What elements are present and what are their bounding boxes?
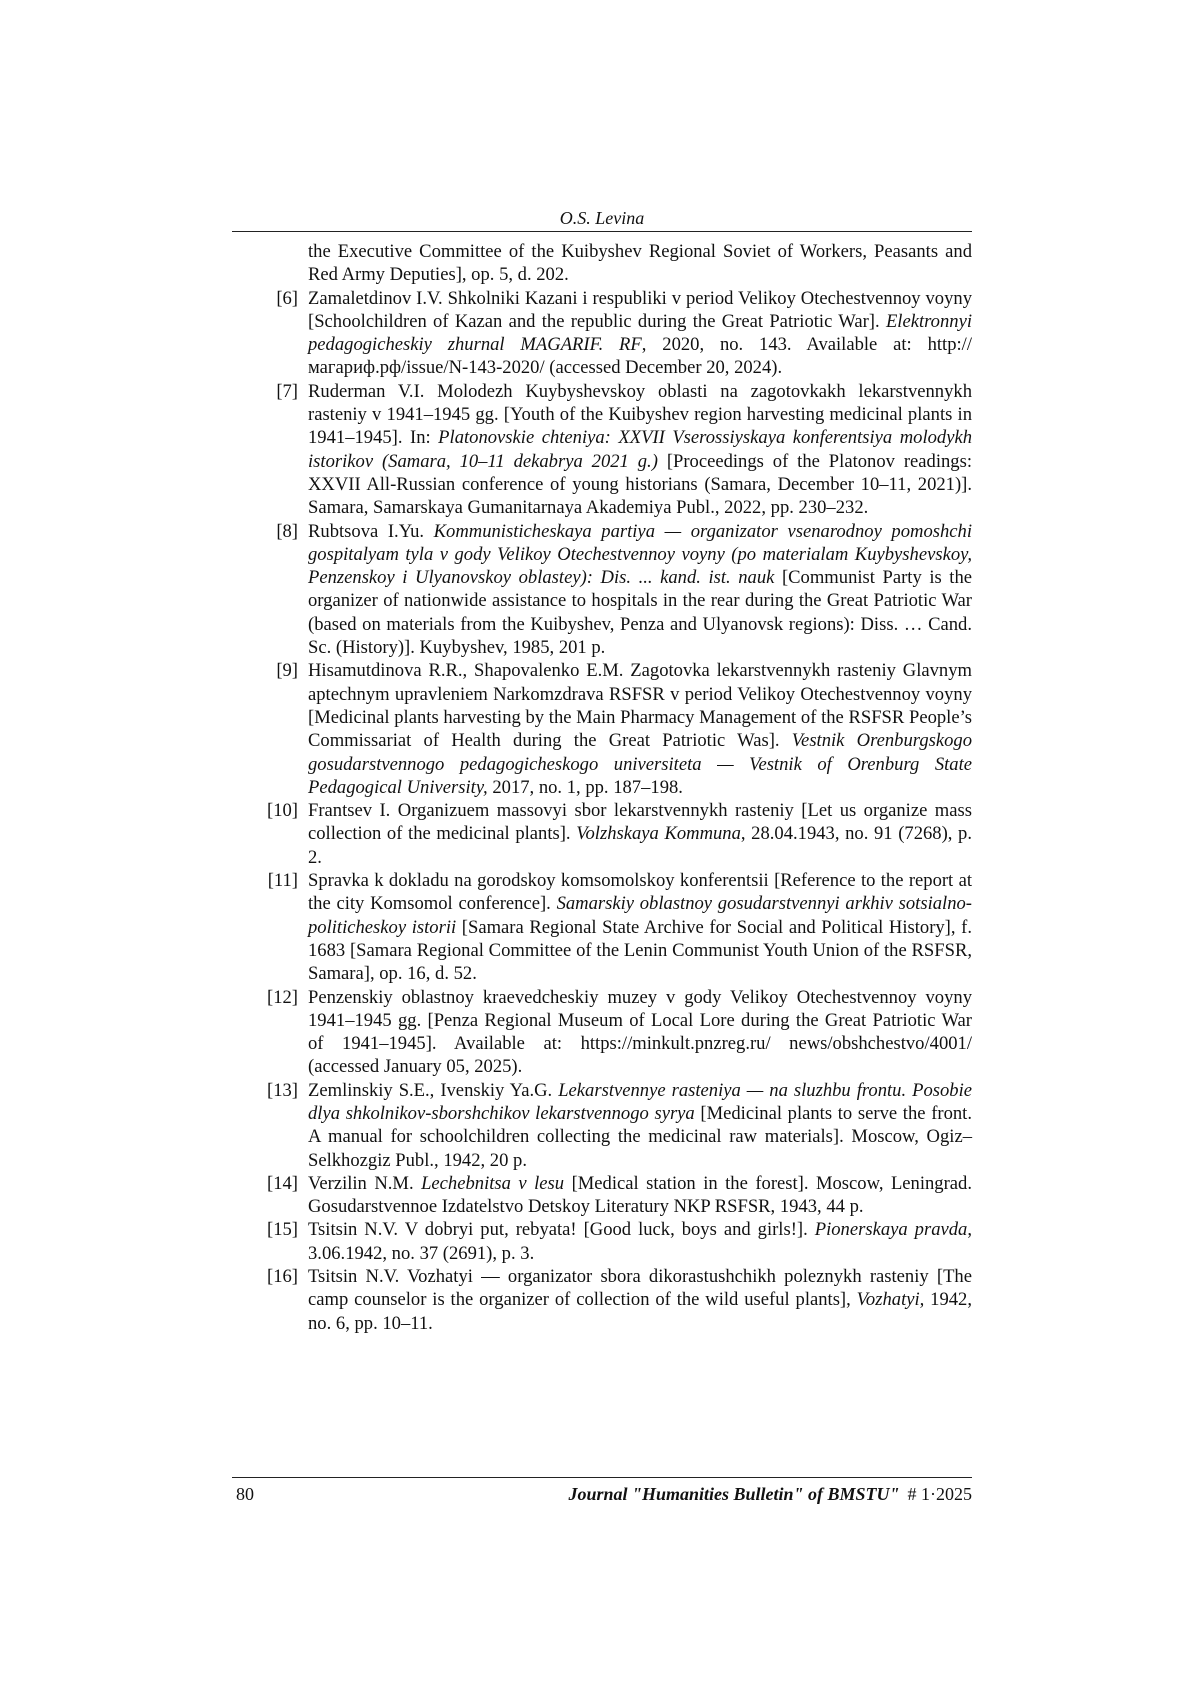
reference-text-segment: 1942, no. 6, pp. 10–11. <box>308 1289 972 1334</box>
reference-number: [14] <box>267 1172 298 1194</box>
reference-source-title: Kommunisticheskaya partiya — organizator vsenarodnoy pomoshchi gospitalyam tyla v gody Velikoy Otechestvennoy voyny (po materialam Kuybyshevskoy, Penzenskoy i Ulyanovskoy oblastey): Dis. ... kand. ist. nauk <box>308 520 972 589</box>
reference-item <box>232 659 972 799</box>
reference-text <box>308 660 972 797</box>
reference-text-segment: Hisamutdinova R.R., Shapovalenko E.M. Zagotovka lekarstvennykh rasteniy Glavnym aptechnym upravleniem Narkomzdrava RSFSR v period Velikoy Otechestvennoy voyny [Medicinal plants harvesting by the Main Pharmacy Management of the RSFSR People’s Commissariat of Health during the Great Patriotic Was]. <box>308 660 972 752</box>
reference-text <box>308 1219 972 1263</box>
reference-number: [15] <box>267 1219 298 1241</box>
reference-text-segment: [Proceedings of the Platonov readings: XXVII All-Russian conference of young historians (Samara, December 10–11, 2021)]. Samara, Samarskaya Gumanitarnaya Akademiya Publ., 2022, pp. 230–232. <box>308 450 972 519</box>
reference-item <box>232 986 972 1079</box>
reference-number: [9] <box>276 660 298 682</box>
reference-source-title: Lekarstvennye rasteniya — na sluzhbu frontu. Posobie dlya shkolnikov-sborshchikov lekarstvennogo syrya <box>308 1079 973 1124</box>
running-header-author: O.S. Levina <box>559 208 645 228</box>
reference-text <box>308 381 972 518</box>
reference-number: [11] <box>267 870 298 892</box>
reference-text-segment: Penzenskiy oblastnoy kraevedcheskiy muzey v gody Velikoy Otechestvennoy voyny 1941–1945 gg. [Penza Regional Museum of Local Lore during the Great Patriotic War of 1941–1945]. Available at: https://minkult.pnzreg.ru/ news/obshchestvo/4001/ (accessed January 05, 2025). <box>308 986 972 1078</box>
footer-divider <box>232 1477 972 1478</box>
reference-text-segment: Verzilin N.M. <box>308 1172 422 1194</box>
reference-list <box>232 240 972 1335</box>
reference-source-title: Lechebnitsa v lesu <box>421 1172 565 1194</box>
reference-number: [12] <box>267 986 298 1008</box>
reference-source-title: Platonovskie chteniya: XXVII Vserossiyskaya konferentsiya molodykh istorikov (Samara, 10–11 dekabrya 2021 g.) <box>308 427 973 472</box>
journal-name: Journal "Humanities Bulletin" of BMSTU" <box>568 1484 900 1504</box>
reference-number: [8] <box>276 520 298 542</box>
reference-item <box>232 869 972 985</box>
reference-text <box>308 241 972 285</box>
reference-text-segment: 2017, no. 1, pp. 187–198. <box>487 776 683 798</box>
reference-text-segment: [Samara Regional State Archive for Social and Political History], f. 1683 [Samara Regional Committee of the Lenin Communist Youth Union of the RSFSR, Samara], op. 16, d. 52. <box>308 916 972 985</box>
reference-text-segment: the Executive Committee of the Kuibyshev Regional Soviet of Workers, Peasants and Red Army Deputies], op. 5, d. 202. <box>308 241 972 286</box>
reference-text <box>308 1080 972 1171</box>
reference-text-segment: Zemlinskiy S.E., Ivenskiy Ya.G. <box>308 1079 559 1101</box>
reference-item <box>232 380 972 520</box>
reference-item <box>232 287 972 380</box>
reference-number: [13] <box>267 1079 298 1101</box>
reference-item <box>232 1172 972 1219</box>
reference-source-title: Samarskiy oblastnoy gosudarstvennyi arkhiv sotsialno-politicheskoy istorii <box>308 893 972 938</box>
reference-source-title: Vozhatyi, <box>856 1289 925 1311</box>
reference-item <box>232 1218 972 1265</box>
reference-text-segment: Tsitsin N.V. V dobryi put, rebyata! [Good luck, boys and girls!]. <box>308 1219 815 1241</box>
reference-text-segment: Rubtsova I.Yu. <box>308 520 434 542</box>
reference-text-segment: Tsitsin N.V. Vozhatyi — organizator sbora dikorastushchikh poleznykh rasteniy [The camp counselor is the organizer of collection of the wild useful plants], <box>308 1266 972 1311</box>
reference-number: [6] <box>276 287 298 309</box>
reference-text <box>308 288 972 379</box>
reference-text-segment: [Communist Party is the organizer of nationwide assistance to hospitals in the rear during the Great Patriotic War (based on materials from the Kuibyshev, Penza and Ulyanovsk regions): Diss. … Cand. Sc. (History)]. Kuybyshev, 1985, 201 p. <box>308 567 972 659</box>
reference-number: [16] <box>267 1266 298 1288</box>
reference-source-title: Volzhskaya Kommuna <box>576 823 741 845</box>
reference-item <box>232 1079 972 1172</box>
reference-text-segment: [Medical station in the forest]. Moscow, Leningrad. Gosudarstvennoe Izdatelstvo Detskoy Literatury NKP RSFSR, 1943, 44 p. <box>308 1172 972 1218</box>
issue-number: # 1·2025 <box>907 1484 972 1504</box>
reference-text-segment: , 3.06.1942, no. 37 (2691), p. 3. <box>308 1219 972 1264</box>
journal-info <box>568 1482 972 1506</box>
reference-source-title: Elektronnyi pedagogicheskiy zhurnal MAGARIF. RF <box>308 310 972 356</box>
reference-item <box>232 1265 972 1335</box>
page-number: 80 <box>236 1484 254 1504</box>
reference-text-segment: [Medicinal plants to serve the front. A manual for schoolchildren collecting the medicinal raw materials]. Moscow, Ogiz–Selkhozgiz Publ., 1942, 20 p. <box>308 1102 972 1171</box>
reference-text-segment: Ruderman V.I. Molodezh Kuybyshevskoy oblasti na zagotovkakh lekarstvennykh rasteniy v 1941–1945 gg. [Youth of the Kuibyshev region harvesting medicinal plants in 1941–1945]. In: <box>308 380 972 449</box>
reference-item <box>232 520 972 660</box>
reference-text <box>308 870 972 984</box>
reference-text-segment: , 28.04.1943, no. 91 (7268), p. 2. <box>308 823 972 868</box>
reference-text-segment: , 2020, no. 143. Available at: http://магариф.рф/issue/N-143-2020/ (accessed December 20, 2024). <box>308 334 972 379</box>
reference-text <box>308 1173 972 1217</box>
reference-text <box>308 800 972 868</box>
reference-number: [7] <box>276 380 298 402</box>
reference-item <box>232 799 972 869</box>
reference-source-title: Pionerskaya pravda <box>814 1219 968 1241</box>
reference-number: [10] <box>267 800 298 822</box>
reference-text <box>308 521 972 658</box>
reference-text <box>308 987 972 1078</box>
reference-source-title: Vestnik Orenburgskogo gosudarstvennogo pedagogicheskogo universiteta — Vestnik of Orenburg State Pedagogical University, <box>308 730 972 798</box>
header-divider <box>232 231 972 232</box>
reference-text-segment: Spravka k dokladu na gorodskoy komsomolskoy konferentsii [Reference to the report at the city Komsomol conference]. <box>308 870 972 915</box>
reference-text-segment: Frantsev I. Organizuem massovyi sbor lekarstvennykh rasteniy [Let us organize mass collection of the medicinal plants]. <box>308 800 972 845</box>
reference-text <box>308 1266 972 1334</box>
reference-text-segment: Zamaletdinov I.V. Shkolniki Kazani i respubliki v period Velikoy Otechestvennoy voyny [Schoolchildren of Kazan and the republic during the Great Patriotic War]. <box>308 287 972 332</box>
reference-item <box>232 240 972 287</box>
